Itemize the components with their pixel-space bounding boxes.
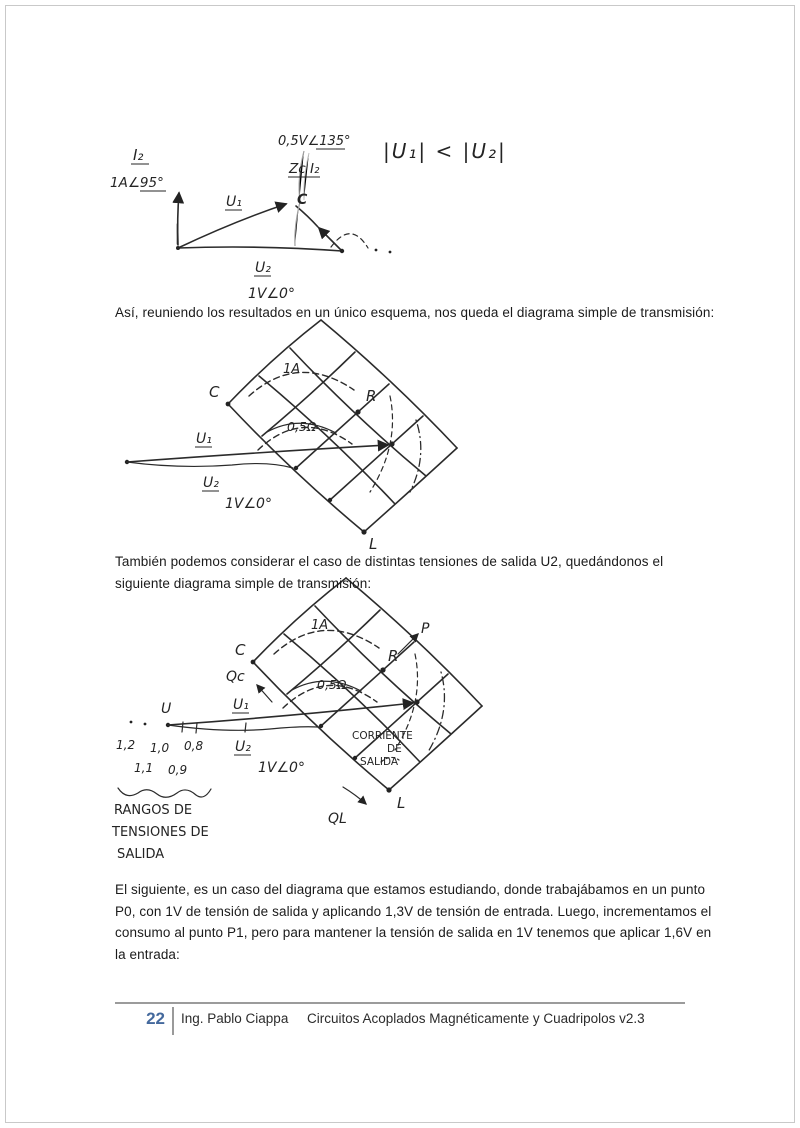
l-node-label: L [369,535,378,553]
u1-arrow [127,445,388,462]
u2-label: U₂ [203,475,219,491]
footer-rule [115,1002,685,1004]
u2-value-label: 1V∠0° [225,496,272,512]
output-current-caption-line2: DE [387,743,402,755]
trail-dot [389,251,392,254]
u1-label: U₁ [233,697,249,713]
r-node-label: R [366,387,377,405]
bottom-left-vertex-dot [294,466,298,470]
voltage-tick-label: 0,8 [184,739,204,753]
voltage-tick-label: 1,1 [134,761,154,775]
footer-author: Ing. Pablo Ciappa [181,1011,289,1026]
voltage-tick [196,723,197,733]
u1-label: U₁ [226,194,242,210]
figure-transmission-diagram-1 [125,320,457,553]
r-vertex-dot [380,667,385,672]
i2-label: I₂ [133,146,144,164]
impedance-value-label: 0,5Ω [317,677,347,692]
current-dashed-arc [249,372,354,396]
u1-arrow [178,204,286,248]
p-label: P [421,621,430,637]
zc-i2-label: Zc I₂ [289,161,320,177]
trail-dot [130,721,133,724]
u2-label: U₂ [255,260,271,276]
u2-value-label: 1V∠0° [248,286,295,302]
paragraph-output-voltages: También podemos considerar el caso de distintas tensiones de salida U2, quedándonos el siguiente diagrama simple de transmisión: [115,554,664,591]
r-node-label: R [388,647,399,665]
origin-dot [176,246,180,250]
ranges-caption-line2: TENSIONES DE [112,825,209,840]
u2-label: U₂ [235,739,251,755]
u2-tip-dot [340,249,344,253]
u-label: U [161,701,172,717]
r-vertex-dot [355,409,360,414]
c-point-label: C [297,192,308,208]
c-node-label: C [209,383,220,401]
current-dashed-arc [274,630,379,654]
i2-value-label: 1A∠95° [110,175,164,191]
qc-label: Qc [226,669,245,685]
p-arrow [398,634,418,654]
impedance-value-label: 0,5Ω [287,419,317,434]
zc-value-label: 0,5V∠135° [278,134,351,149]
u2-axis-line [178,247,342,251]
right-dashdot-curve [410,420,421,492]
l-vertex-dot [386,787,391,792]
paragraph-transmission-intro: Así, reuniendo los resultados en un único esquema, nos queda el diagrama simple de transmisión: [115,305,715,320]
ql-label: QL [328,811,347,827]
voltage-tick-label: 1,0 [150,741,170,755]
bottom-vertex-dot [328,498,332,502]
footer-document-title: Circuitos Acoplados Magnéticamente y Cuadripolos v2.3 [307,1011,645,1026]
c-node-label: C [235,641,246,659]
output-current-caption-line1: CORRIENTE [352,730,413,742]
figure-transmission-diagram-2 [111,578,482,862]
figure-phasor-diagram [110,134,507,302]
zc-i2-arrow [319,228,342,251]
trail-dot [375,249,378,252]
current-value-label: 1A [311,618,329,633]
l-vertex-dot [361,529,366,534]
qc-arrow [257,685,272,702]
u2-line [127,462,293,468]
voltage-tick-label: 0,9 [168,763,188,777]
output-current-caption-line3: SALIDA [360,756,399,768]
zc-i2-arrow-upper [296,206,318,227]
bottom-left-vertex-dot [319,724,323,728]
ql-arrow [343,787,366,804]
footer-separator [172,1007,174,1035]
u1-label: U₁ [196,431,212,447]
u2-line [168,725,318,730]
voltage-tick-label: 1,2 [116,738,136,752]
ranges-caption-line3: SALIDA [117,847,165,862]
ranges-caption-line1: RANGOS DE [114,803,193,818]
range-brace-squiggle [118,788,211,797]
c-vertex-dot [251,660,256,665]
page-number: 22 [146,1009,165,1028]
bottom-vertex-dot [353,756,357,760]
l-node-label: L [397,794,406,812]
c-vertex-dot [226,402,231,407]
paragraph-operating-points: El siguiente, es un caso del diagrama que estamos estudiando, donde trabajábamos en un punto P0, con 1V de tensión de salida y aplicando 1,3V de tensión de entrada. Luego, incrementamos el consumo al punto P1, pero para mantener la tensión de salida en 1V tenemos que aplicar 1,6V en la entrada: [115,882,712,962]
u1-arrow [168,703,413,725]
current-value-label: 1A [283,362,301,377]
voltage-inequality-formula: |U₁| < |U₂| [383,139,507,163]
page-footer [115,1002,685,1042]
u2-value-label: 1V∠0° [258,760,305,776]
trail-dot [144,723,147,726]
